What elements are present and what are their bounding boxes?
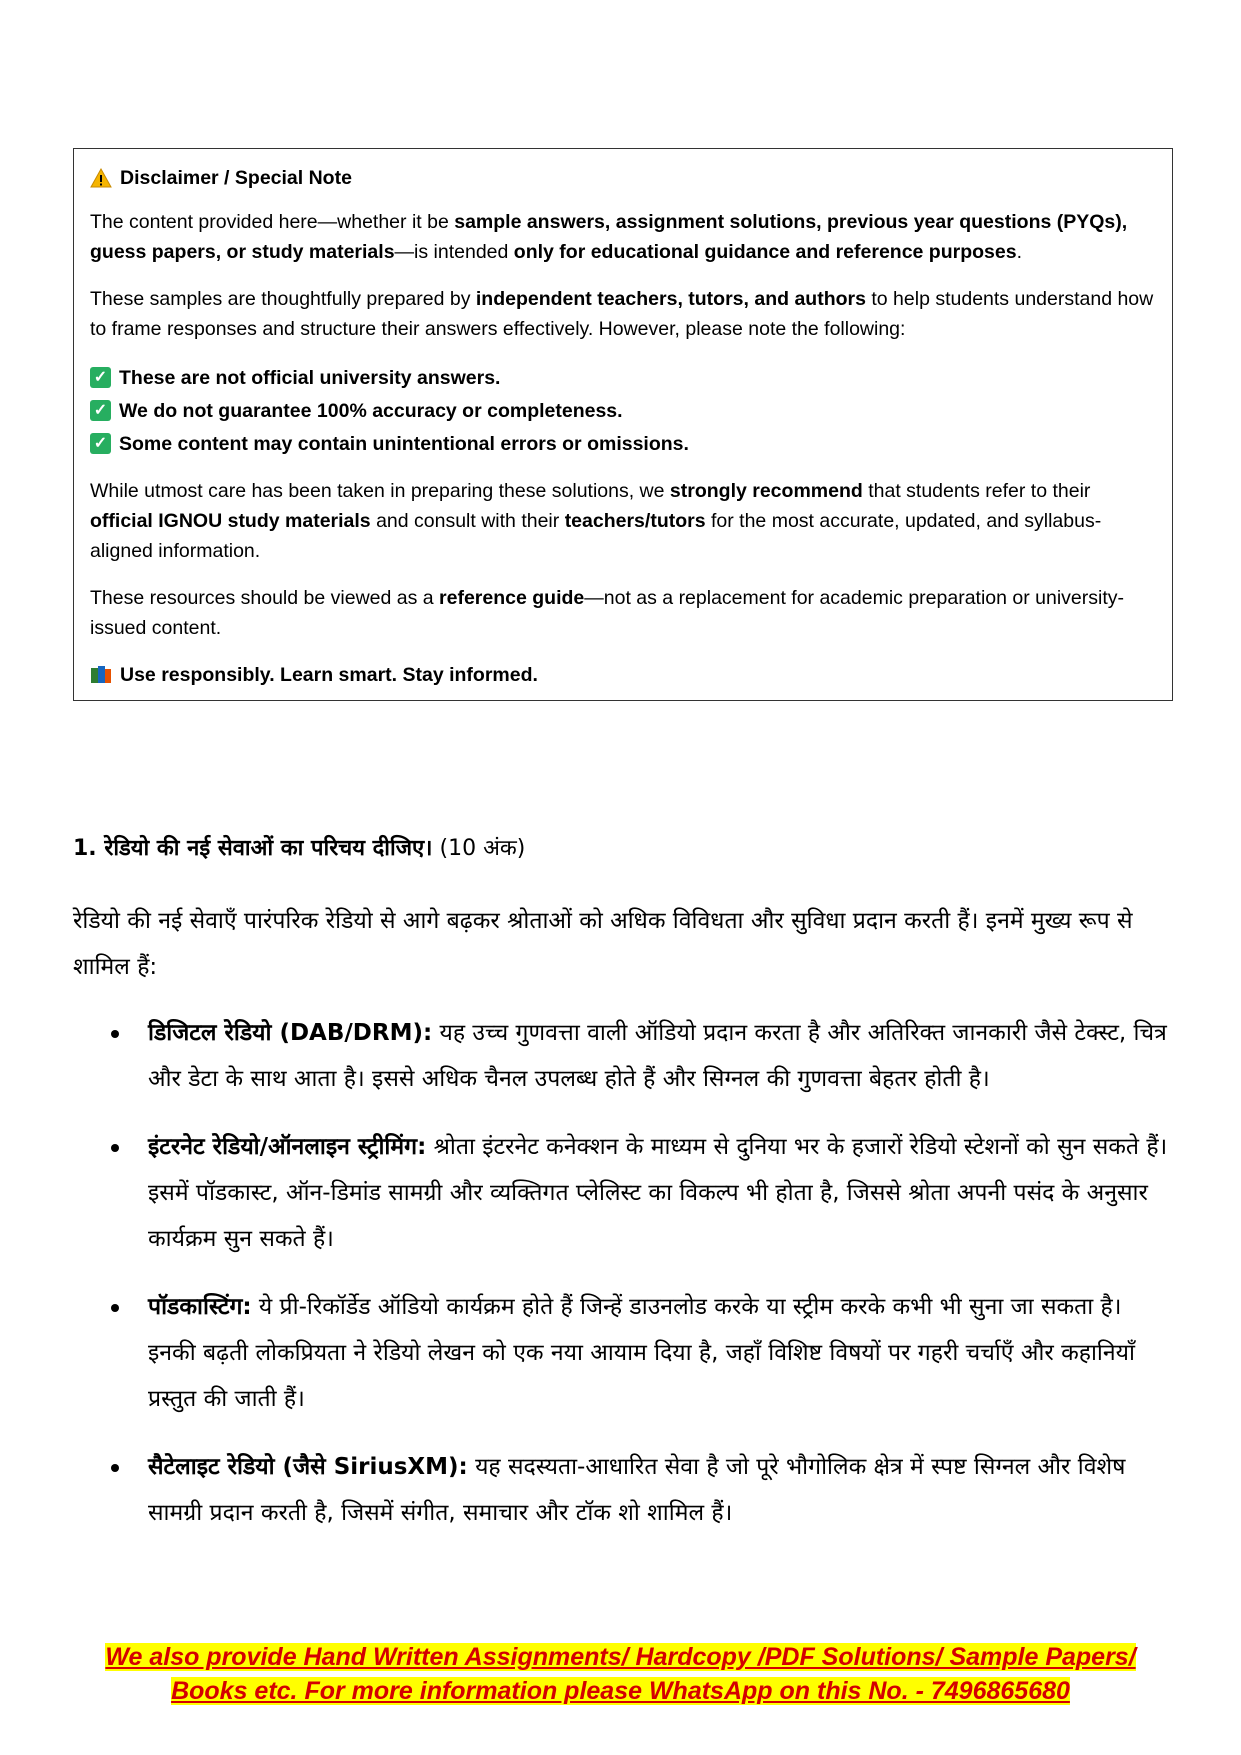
list-item-term: पॉडकास्टिंग: (148, 1294, 252, 1320)
checklist-label: These are not official university answers. (119, 366, 501, 389)
bold-run: official IGNOU study materials (90, 510, 371, 532)
list-item-text: ये प्री-रिकॉर्डेड ऑडियो कार्यक्रम होते हैं जिन्हें डाउनलोड करके या स्ट्रीम करके कभी भी सुना जा सकता है। इनकी बढ़ती लोकप्रियता ने रेडियो लेखन को एक नया आयाम दिया है, जहाँ विशिष्ट विषयों पर गहरी चर्चाएँ और कहानियाँ प्रस्तुत की जाती हैं। (148, 1294, 1135, 1412)
question-title: 1. रेडियो की नई सेवाओं का परिचय दीजिए। (73, 836, 433, 861)
list-item (73, 1444, 1173, 1536)
text-run: for the most accurate, updated, and syllabus-aligned information. (90, 510, 1102, 562)
bold-run: reference guide (439, 587, 585, 609)
check-icon: ✓ (90, 400, 111, 421)
disclaimer-footer (90, 660, 1156, 690)
check-icon: ✓ (90, 433, 111, 454)
disclaimer-box (73, 148, 1173, 701)
question-marks: (10 अंक) (432, 836, 526, 861)
text-run: that students refer to their (862, 480, 1091, 502)
list-item (73, 1010, 1173, 1102)
checklist-item (90, 427, 1156, 460)
promo-line-1: We also provide Hand Written Assignments/ Hardcopy /PDF Solutions/ Sample Papers/ (105, 1643, 1136, 1671)
books-icon (90, 665, 112, 685)
text-run: to help students understand how to frame responses and structure their answers effectively. However, please note the following: (90, 288, 1154, 340)
bullet-dot (111, 1464, 119, 1472)
text-run: and consult with their (370, 510, 565, 532)
bullet-dot (111, 1304, 119, 1312)
bold-run: teachers/tutors (564, 510, 706, 532)
list-item (73, 1284, 1173, 1422)
text-run: These resources should be viewed as a (90, 587, 440, 609)
list-item-text: यह सदस्यता-आधारित सेवा है जो पूरे भौगोलिक क्षेत्र में स्पष्ट सिग्नल और विशेष सामग्री प्रदान करती है, जिसमें संगीत, समाचार और टॉक शो शामिल हैं। (148, 1454, 1126, 1526)
intro-paragraph: रेडियो की नई सेवाएँ पारंपरिक रेडियो से आगे बढ़कर श्रोताओं को अधिक विविधता और सुविधा प्रदान करती हैं। इनमें मुख्य रूप से शामिल हैं: (73, 908, 1133, 980)
disclaimer-paragraph-2 (90, 284, 1156, 344)
warning-icon (90, 168, 112, 188)
bullet-dot (111, 1144, 119, 1152)
text-run: While utmost care has been taken in preparing these solutions, we (90, 480, 670, 502)
list-item-term: सैटेलाइट रेडियो (जैसे SiriusXM): (148, 1454, 468, 1480)
question-heading (73, 832, 525, 862)
disclaimer-paragraph-4 (90, 583, 1156, 643)
bold-run: only for educational guidance and reference purposes (513, 241, 1017, 263)
checklist-item (90, 394, 1156, 427)
list-item-term: डिजिटल रेडियो (DAB/DRM): (148, 1020, 433, 1046)
services-list (73, 1010, 1173, 1558)
text-run: . (1016, 241, 1023, 263)
disclaimer-title: Disclaimer / Special Note (120, 167, 352, 189)
promo-banner (60, 1640, 1181, 1708)
list-item (73, 1124, 1173, 1262)
footer-text: Use responsibly. Learn smart. Stay informed. (120, 664, 538, 686)
list-item-term: इंटरनेट रेडियो/ऑनलाइन स्ट्रीमिंग: (148, 1134, 427, 1160)
bold-run: sample answers, assignment solutions, previous year questions (PYQs), guess papers, or study materials (90, 211, 1128, 263)
checklist-item (90, 361, 1156, 394)
bullet-dot (111, 1030, 119, 1038)
bold-run: independent teachers, tutors, and authors (475, 288, 866, 310)
check-icon: ✓ (90, 367, 111, 388)
text-run: —not as a replacement for academic preparation or university-issued content. (90, 587, 1125, 639)
list-item-text: श्रोता इंटरनेट कनेक्शन के माध्यम से दुनिया भर के हजारों रेडियो स्टेशनों को सुन सकते हैं। इसमें पॉडकास्ट, ऑन-डिमांड सामग्री और व्यक्तिगत प्लेलिस्ट का विकल्प भी होता है, जिससे श्रोता अपनी पसंद के अनुसार कार्यक्रम सुन सकते हैं। (148, 1134, 1168, 1252)
checklist-label: We do not guarantee 100% accuracy or completeness. (119, 399, 623, 422)
bold-run: strongly recommend (669, 480, 863, 502)
text-run: These samples are thoughtfully prepared by (90, 288, 476, 310)
disclaimer-paragraph-3 (90, 476, 1156, 566)
disclaimer-title-row (90, 163, 1156, 193)
promo-line-2: Books etc. For more information please WhatsApp on this No. - 7496865680 (171, 1677, 1070, 1705)
text-run: —is intended (394, 241, 514, 263)
list-item-text: यह उच्च गुणवत्ता वाली ऑडियो प्रदान करता है और अतिरिक्त जानकारी जैसे टेक्स्ट, चित्र और डेटा के साथ आता है। इससे अधिक चैनल उपलब्ध होते हैं और सिग्नल की गुणवत्ता बेहतर होती है। (148, 1020, 1167, 1092)
checklist (90, 361, 1156, 460)
disclaimer-paragraph-1 (90, 207, 1156, 267)
text-run: The content provided here—whether it be (90, 211, 455, 233)
checklist-label: Some content may contain unintentional errors or omissions. (119, 432, 689, 455)
